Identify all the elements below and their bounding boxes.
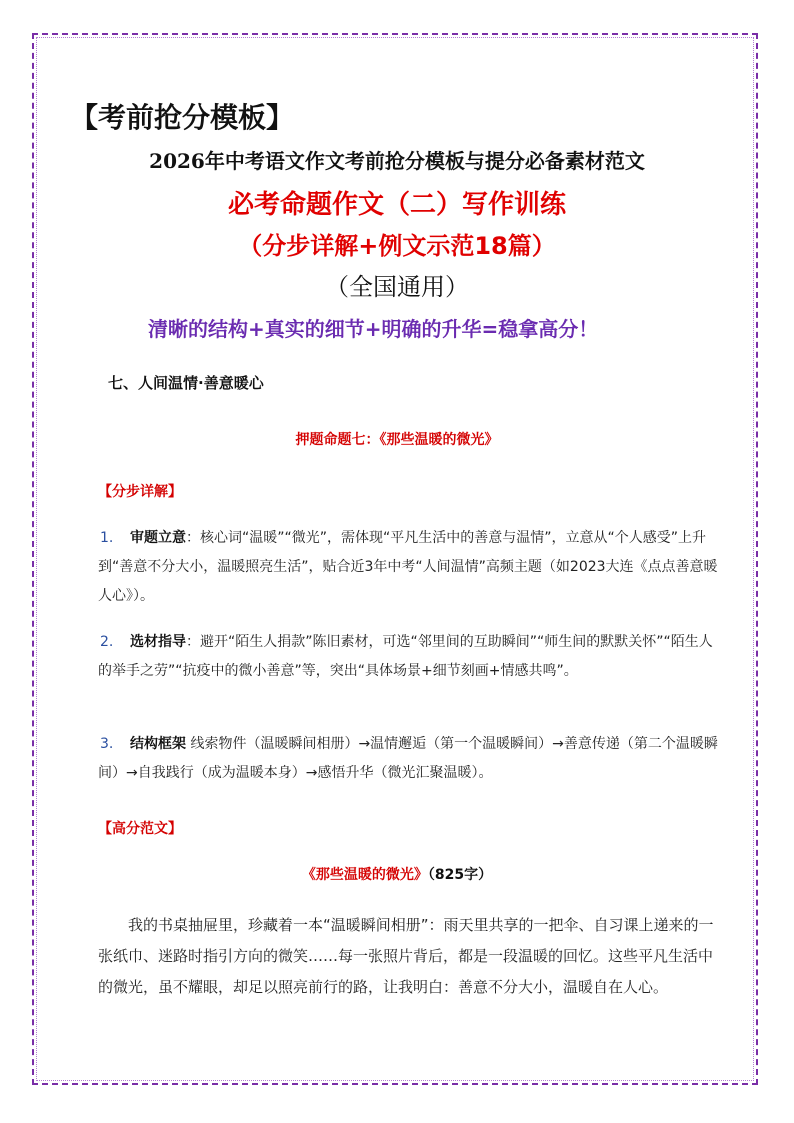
red-subtitle: （分步详解+例文示范18篇） [238,232,556,260]
slogan: 清晰的结构+真实的细节+明确的升华=稳拿高分！ [148,317,599,341]
step-item-1 [98,524,722,611]
step-label: 结构框架 [130,736,186,752]
step-label: 选材指导 [130,634,186,650]
step-number: 3. [100,736,114,752]
essay-wordcount: （825字） [427,867,493,883]
red-title: 必考命题作文（二）写作训练 [227,190,566,220]
step-number: 2. [100,634,114,650]
essay-title-text: 《那些温暖的微光》 [301,867,428,883]
step-label: 审题立意 [130,530,186,546]
general-note: （全国通用） [325,273,469,301]
step-text: ：避开“陌生人捐款”陈旧素材，可选“邻里间的互助瞬间”“师生间的默默关怀”“陌生人的举手之劳”“抗疫中的微小善意”等，突出“具体场景+细节刻画+情感共鸣”。 [98,634,713,679]
step-text: 线索物件（温暖瞬间相册）→温情邂逅（第一个温暖瞬间）→善意传递（第二个温暖瞬间）→自我践行（成为温暖本身）→感悟升华（微光汇聚温暖）。 [98,736,718,781]
step-item-2 [98,628,722,686]
essay-title [0,864,794,884]
essay-tag: 【高分范文】 [98,821,182,837]
step-number: 1. [100,530,114,546]
section-heading: 七、人间温情·善意暖心 [108,374,264,392]
prompt-title: 押题命题七：《那些温暖的微光》 [295,432,499,448]
bracket-title: 【考前抢分模板】 [70,101,295,134]
step-item-3 [98,730,722,788]
essay-paragraph: 我的书桌抽屉里，珍藏着一本“温暖瞬间相册”：雨天里共享的一把伞、自习课上递来的一张纸巾、迷路时指引方向的微笑……每一张照片背后，都是一段温暖的回忆。这些平凡生活中的微光，虽不耀眼，却足以照亮前行的路，让我明白：善意不分大小，温暖自在人心。 [98,916,714,996]
steps-tag: 【分步详解】 [98,484,182,500]
step-text: ：核心词“温暖”“微光”，需体现“平凡生活中的善意与温情”，立意从“个人感受”上升到“善意不分大小，温暖照亮生活”，贴合近3年中考“人间温情”高频主题（如2023大连《点点善意暖人心》）。 [98,530,718,604]
document-subtitle: 2026年中考语文作文考前抢分模板与提分必备素材范文 [149,149,645,173]
